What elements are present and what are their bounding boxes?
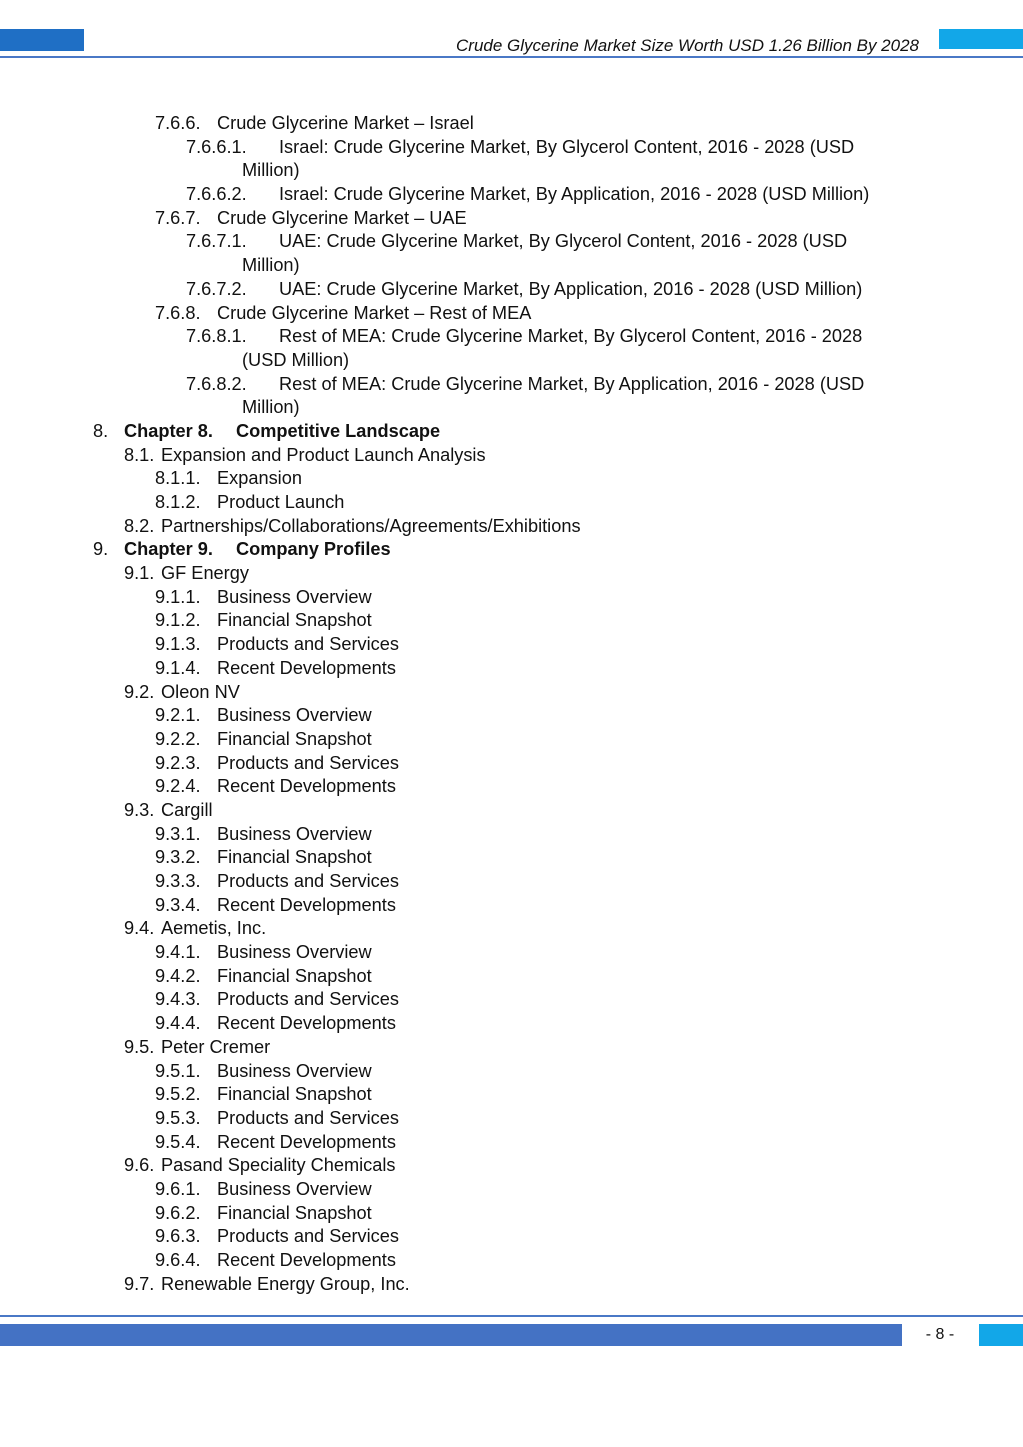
toc-entry-number: 8.2.: [124, 515, 155, 536]
toc-entry-level-2: [0, 1273, 1023, 1297]
toc-entry-level-3: [0, 894, 1023, 918]
toc-entry-title: UAE: Crude Glycerine Market, By Glycerol Content, 2016 - 2028 (USD: [279, 231, 848, 252]
toc-entry-number: 8.1.2.: [155, 492, 201, 512]
toc-entry-level-3: [0, 586, 1023, 610]
toc-entry-level-3: [0, 988, 1023, 1012]
toc-entry-level-3: [0, 491, 1023, 515]
toc-chapter-name: Company Profiles: [236, 539, 391, 560]
toc-entry-title: Products and Services: [217, 752, 399, 773]
toc-entry-number: 9.6.2.: [155, 1202, 201, 1223]
toc-entry-title: Israel: Crude Glycerine Market, By Glycerol Content, 2016 - 2028 (USD: [279, 136, 855, 157]
toc-entry-level-3: [0, 1202, 1023, 1226]
toc-entry-number: 9.3.3.: [155, 871, 201, 891]
toc-entry-number: 9.6.4.: [155, 1250, 201, 1270]
toc-entry-level-3: [0, 633, 1023, 657]
toc-entry-number: 9.5.: [124, 1036, 155, 1057]
toc-entry-title: Million): [242, 255, 300, 276]
toc-entry-number: 9.6.3.: [155, 1226, 201, 1247]
toc-entry-title: Expansion and Product Launch Analysis: [161, 444, 486, 465]
toc-entry-level-3: [0, 823, 1023, 847]
toc-entry-title: Rest of MEA: Crude Glycerine Market, By Glycerol Content, 2016 - 2028: [279, 326, 863, 347]
toc-entry-continuation: [0, 159, 1023, 183]
toc-entry-number: 9.3.2.: [155, 847, 201, 868]
toc-entry-title: Pasand Speciality Chemicals: [161, 1155, 396, 1176]
toc-entry-level-3: [0, 704, 1023, 728]
toc-entry-level-3: [0, 846, 1023, 870]
toc-chapter-name: Competitive Landscape: [236, 420, 441, 441]
toc-entry-level-3: [0, 1225, 1023, 1249]
toc-entry-number: 9.3.1.: [155, 823, 201, 844]
toc-entry-number: 9.: [93, 539, 109, 560]
toc-entry-number: 7.6.6.2.: [186, 184, 247, 205]
toc-entry-title: Product Launch: [217, 492, 345, 512]
toc-entry-title: Rest of MEA: Crude Glycerine Market, By Application, 2016 - 2028 (USD: [279, 373, 865, 394]
toc-entry-continuation: [0, 349, 1023, 373]
toc-entry-number: 9.2.1.: [155, 705, 201, 726]
toc-entry-number: 9.4.: [124, 918, 155, 939]
toc-entry-title: Peter Cremer: [161, 1036, 271, 1057]
toc-entry-number: 9.5.2.: [155, 1084, 201, 1105]
toc-entry-number: 9.5.3.: [155, 1107, 201, 1128]
toc-entry-title: Business Overview: [217, 823, 372, 844]
toc-entry-title: Crude Glycerine Market – UAE: [217, 207, 467, 228]
toc-entry-level-2: [0, 1036, 1023, 1060]
toc-entry-number: 9.6.: [124, 1155, 155, 1176]
toc-entry-title: Partnerships/Collaborations/Agreements/Exhibitions: [161, 515, 581, 536]
toc-entry-level-3: [0, 1249, 1023, 1273]
toc-entry-level-2: [0, 1154, 1023, 1178]
toc-entry-title: Million): [242, 397, 300, 418]
toc-entry-number: 9.1.4.: [155, 657, 201, 678]
toc-entry-title: Financial Snapshot: [217, 728, 372, 749]
toc-entry-level-3: [0, 1131, 1023, 1155]
toc-entry-level-3: [0, 1083, 1023, 1107]
toc-entry-title: Products and Services: [217, 1107, 399, 1128]
toc-entry-title: Chapter 8.: [124, 420, 213, 441]
toc-entry-number: 7.6.7.2.: [186, 278, 247, 299]
toc-entry-title: Recent Developments: [217, 1131, 396, 1152]
toc-entry-title: Israel: Crude Glycerine Market, By Application, 2016 - 2028 (USD Million): [279, 184, 870, 205]
toc-entry-level-3: [0, 941, 1023, 965]
document-header-title: Crude Glycerine Market Size Worth USD 1.26 Billion By 2028: [456, 36, 919, 55]
toc-entry-title: Oleon NV: [161, 681, 240, 702]
toc-entry-level-2: [0, 562, 1023, 586]
footer-rule: [0, 1315, 1023, 1317]
toc-entry-number: 9.2.4.: [155, 776, 201, 797]
toc-entry-number: 9.2.: [124, 681, 155, 702]
toc-entry-number: 9.3.: [124, 799, 155, 820]
toc-entry-number: 9.1.1.: [155, 586, 201, 607]
toc-entry-level-3: [0, 752, 1023, 776]
toc-entry-title: Business Overview: [217, 942, 372, 963]
toc-entry-title: Financial Snapshot: [217, 965, 372, 986]
toc-entry-level-3: [0, 1178, 1023, 1202]
toc-entry-number: 9.7.: [124, 1273, 155, 1294]
toc-entry-level-2: [0, 799, 1023, 823]
toc-entry-title: Financial Snapshot: [217, 610, 372, 631]
toc-entry-number: 9.3.4.: [155, 894, 201, 915]
toc-entry-level-3: [0, 657, 1023, 681]
toc-entry-level-2: [0, 681, 1023, 705]
toc-entry-number: 8.1.1.: [155, 468, 201, 489]
toc-entry-level-3: [0, 467, 1023, 491]
toc-entry-number: 9.4.1.: [155, 942, 201, 963]
toc-entry-number: 9.4.4.: [155, 1013, 201, 1034]
toc-entry-level-3: [0, 1107, 1023, 1131]
toc-entry-number: 9.2.2.: [155, 728, 201, 749]
toc-entry-level-1: [0, 538, 1023, 562]
toc-entry-title: Chapter 9.: [124, 539, 213, 560]
toc-entry-level-3: [0, 870, 1023, 894]
toc-entry-number: 9.4.2.: [155, 965, 201, 986]
toc-entry-level-4: [0, 230, 1023, 254]
toc-entry-number: 7.6.7.: [155, 207, 201, 228]
toc-entry-number: 9.5.4.: [155, 1131, 201, 1152]
toc-entry-title: Recent Developments: [217, 776, 396, 797]
toc-entry-level-3: [0, 112, 1023, 136]
toc-entry-number: 9.1.3.: [155, 634, 201, 655]
toc-entry-number: 8.1.: [124, 444, 155, 465]
toc-entry-title: GF Energy: [161, 563, 249, 584]
toc-entry-level-3: [0, 1060, 1023, 1084]
footer-bar: [0, 1324, 902, 1346]
toc-entry-level-3: [0, 1012, 1023, 1036]
toc-entry-level-4: [0, 373, 1023, 397]
toc-entry-number: 9.2.3.: [155, 752, 201, 773]
footer-accent-right: [979, 1324, 1023, 1346]
toc-entry-title: Cargill: [161, 799, 213, 820]
toc-entry-title: Products and Services: [217, 871, 399, 891]
toc-entry-number: 7.6.8.: [155, 302, 201, 323]
toc-entry-number: 9.1.2.: [155, 610, 201, 631]
toc-entry-title: (USD Million): [242, 349, 350, 370]
toc-entry-title: Business Overview: [217, 705, 372, 726]
toc-entry-number: 7.6.6.1.: [186, 136, 247, 157]
toc-entry-title: Recent Developments: [217, 1013, 396, 1034]
toc-entry-number: 7.6.8.2.: [186, 373, 247, 394]
table-of-contents: [0, 112, 1023, 1296]
toc-entry-level-3: [0, 775, 1023, 799]
toc-entry-title: Aemetis, Inc.: [161, 918, 267, 939]
toc-entry-title: Products and Services: [217, 1226, 399, 1247]
toc-entry-number: 9.1.: [124, 563, 155, 584]
header-rule: [0, 56, 1023, 58]
toc-entry-number: 7.6.7.1.: [186, 231, 247, 252]
toc-entry-level-3: [0, 609, 1023, 633]
toc-entry-level-4: [0, 136, 1023, 160]
toc-entry-title: Products and Services: [217, 989, 399, 1010]
toc-entry-continuation: [0, 254, 1023, 278]
toc-entry-title: Crude Glycerine Market – Israel: [217, 113, 474, 133]
toc-entry-number: 7.6.8.1.: [186, 326, 247, 347]
toc-entry-title: Financial Snapshot: [217, 1202, 372, 1223]
toc-entry-level-3: [0, 302, 1023, 326]
header-accent-left: [0, 29, 84, 51]
toc-entry-level-2: [0, 444, 1023, 468]
toc-entry-title: Recent Developments: [217, 657, 396, 678]
toc-entry-number: 7.6.6.: [155, 113, 201, 133]
toc-entry-level-2: [0, 515, 1023, 539]
toc-entry-level-3: [0, 207, 1023, 231]
toc-entry-number: 9.5.1.: [155, 1060, 201, 1081]
toc-entry-title: Financial Snapshot: [217, 1084, 372, 1105]
toc-entry-title: Million): [242, 160, 300, 181]
toc-entry-title: Recent Developments: [217, 894, 396, 915]
toc-entry-title: Products and Services: [217, 634, 399, 655]
toc-entry-level-3: [0, 965, 1023, 989]
toc-entry-title: Renewable Energy Group, Inc.: [161, 1273, 410, 1294]
toc-entry-number: 9.6.1.: [155, 1178, 201, 1199]
toc-entry-title: Recent Developments: [217, 1250, 396, 1270]
toc-entry-title: UAE: Crude Glycerine Market, By Application, 2016 - 2028 (USD Million): [279, 278, 863, 299]
page-number: - 8 -: [925, 1326, 955, 1343]
toc-entry-continuation: [0, 396, 1023, 420]
toc-entry-title: Business Overview: [217, 1178, 372, 1199]
toc-entry-title: Expansion: [217, 468, 302, 489]
toc-entry-level-4: [0, 325, 1023, 349]
toc-entry-number: 8.: [93, 420, 109, 441]
toc-entry-title: Financial Snapshot: [217, 847, 372, 868]
toc-entry-level-1: [0, 420, 1023, 444]
toc-entry-level-4: [0, 278, 1023, 302]
toc-entry-level-3: [0, 728, 1023, 752]
toc-entry-title: Business Overview: [217, 1060, 372, 1081]
toc-entry-number: 9.4.3.: [155, 989, 201, 1010]
toc-entry-title: Crude Glycerine Market – Rest of MEA: [217, 302, 532, 323]
toc-entry-level-4: [0, 183, 1023, 207]
toc-entry-level-2: [0, 917, 1023, 941]
toc-entry-title: Business Overview: [217, 586, 372, 607]
header-accent-right: [939, 29, 1023, 49]
